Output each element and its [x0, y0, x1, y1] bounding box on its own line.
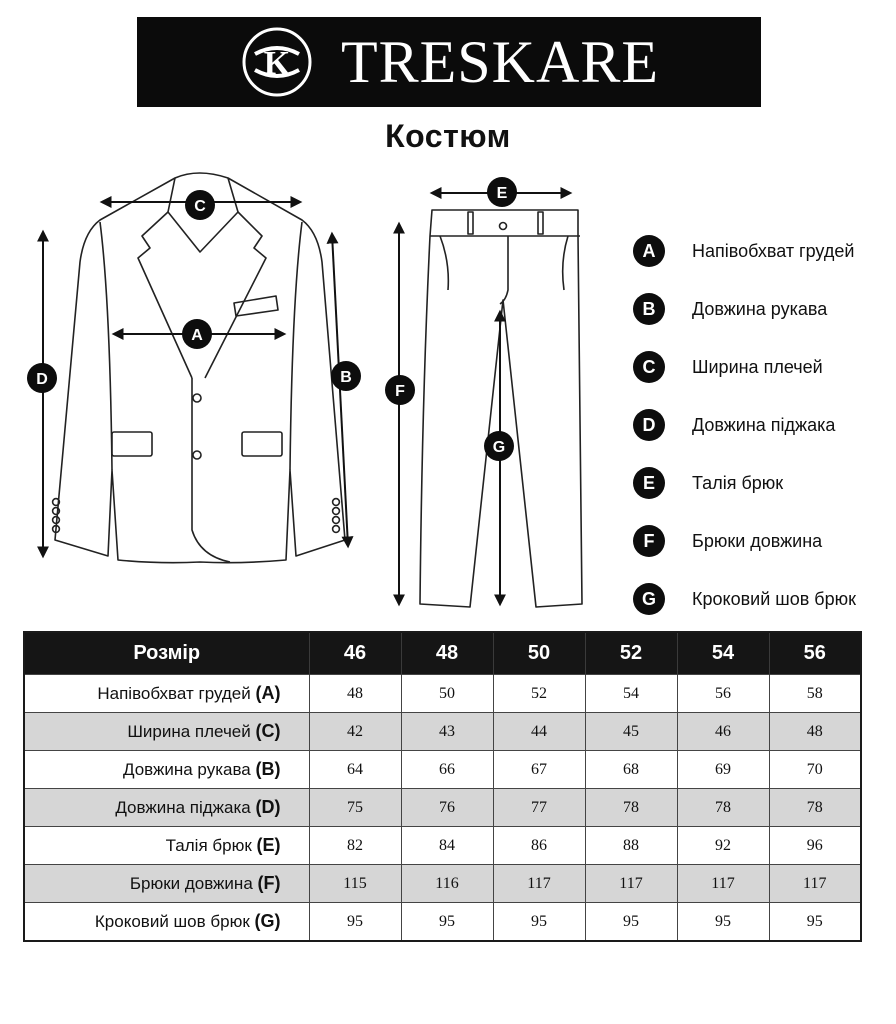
jacket-pocket-right	[242, 432, 282, 456]
legend-item-e	[633, 454, 895, 512]
table-cell: 43	[401, 713, 493, 751]
header-size-label: Розмір	[24, 632, 309, 675]
garment-diagram	[0, 150, 620, 620]
measurement-legend	[633, 222, 895, 628]
legend-item-f	[633, 512, 895, 570]
table-cell: 44	[493, 713, 585, 751]
table-cell: 82	[309, 827, 401, 865]
table-cell: 64	[309, 751, 401, 789]
marker-c	[185, 190, 215, 220]
marker-g	[484, 431, 514, 461]
pants-belt-loop-left	[468, 212, 473, 234]
row-label-text: Довжина рукава	[123, 760, 251, 779]
table-cell: 95	[401, 903, 493, 942]
marker-b-letter: B	[340, 369, 352, 386]
brand-name: TRESKARE	[340, 29, 660, 95]
marker-e-letter: E	[496, 185, 508, 202]
table-cell: 54	[585, 675, 677, 713]
table-cell: 58	[769, 675, 861, 713]
table-cell: 46	[677, 713, 769, 751]
legend-label: Кроковий шов брюк	[692, 588, 856, 609]
table-cell: 76	[401, 789, 493, 827]
header-size: 54	[677, 632, 769, 675]
marker-e	[487, 177, 517, 207]
page-title: Костюм	[385, 118, 511, 154]
table-cell: 86	[493, 827, 585, 865]
table-cell: 50	[401, 675, 493, 713]
pants-belt-loop-right	[538, 212, 543, 234]
jacket-sleeve-seam-right	[290, 222, 302, 470]
marker-b	[331, 361, 361, 391]
table-cell: 92	[677, 827, 769, 865]
pants-pocket-right	[563, 236, 568, 290]
header-size: 52	[585, 632, 677, 675]
table-row	[24, 675, 861, 713]
marker-a	[182, 319, 212, 349]
table-cell: 117	[769, 865, 861, 903]
table-cell: 75	[309, 789, 401, 827]
legend-label: Талія брюк	[692, 472, 784, 493]
table-row	[24, 827, 861, 865]
pants-pocket-left	[440, 236, 448, 290]
table-cell: 95	[493, 903, 585, 942]
row-label	[24, 675, 309, 713]
cuff-button-right-3	[333, 517, 340, 524]
table-row	[24, 751, 861, 789]
legend-badge: G	[633, 583, 665, 615]
legend-item-g	[633, 570, 895, 628]
legend-item-b	[633, 280, 895, 338]
jacket-lapel-left	[138, 212, 192, 378]
marker-g-letter: G	[492, 439, 506, 456]
table-cell: 95	[585, 903, 677, 942]
table-cell: 78	[585, 789, 677, 827]
marker-c-letter: C	[194, 198, 206, 215]
table-cell: 66	[401, 751, 493, 789]
row-label-code: (B)	[255, 759, 281, 779]
table-cell: 115	[309, 865, 401, 903]
row-label	[24, 751, 309, 789]
table-row	[24, 789, 861, 827]
table-cell: 84	[401, 827, 493, 865]
legend-badge: B	[633, 293, 665, 325]
row-label	[24, 903, 309, 942]
jacket-chest-pocket	[234, 296, 278, 316]
row-label	[24, 865, 309, 903]
row-label-code: (G)	[254, 911, 281, 931]
table-cell: 68	[585, 751, 677, 789]
table-cell: 117	[677, 865, 769, 903]
brand-logo	[239, 24, 315, 100]
legend-badge: E	[633, 467, 665, 499]
row-label	[24, 827, 309, 865]
marker-a-letter: A	[191, 327, 203, 344]
legend-badge: A	[633, 235, 665, 267]
table-cell: 48	[309, 675, 401, 713]
table-cell: 78	[677, 789, 769, 827]
table-cell: 48	[769, 713, 861, 751]
marker-f	[385, 375, 415, 405]
table-row	[24, 903, 861, 942]
table-cell: 95	[677, 903, 769, 942]
table-cell: 56	[677, 675, 769, 713]
table-cell: 42	[309, 713, 401, 751]
cuff-button-right-4	[333, 526, 340, 533]
legend-item-d	[633, 396, 895, 454]
row-label-code: (F)	[257, 873, 281, 893]
table-row	[24, 865, 861, 903]
row-label	[24, 789, 309, 827]
legend-badge: F	[633, 525, 665, 557]
row-label-code: (E)	[256, 835, 281, 855]
table-cell: 95	[769, 903, 861, 942]
table-cell: 45	[585, 713, 677, 751]
table-cell: 69	[677, 751, 769, 789]
table-cell: 67	[493, 751, 585, 789]
row-label-text: Ширина плечей	[127, 722, 251, 741]
marker-d	[27, 363, 57, 393]
jacket-pocket-left	[112, 432, 152, 456]
row-label-text: Довжина піджака	[115, 798, 251, 817]
table-row	[24, 713, 861, 751]
jacket-button-2	[193, 451, 201, 459]
legend-item-a	[633, 222, 895, 280]
table-cell: 117	[493, 865, 585, 903]
marker-d-letter: D	[36, 371, 48, 388]
table-cell: 117	[585, 865, 677, 903]
legend-badge: D	[633, 409, 665, 441]
row-label	[24, 713, 309, 751]
table-cell: 78	[769, 789, 861, 827]
table-cell: 77	[493, 789, 585, 827]
row-label-code: (C)	[255, 721, 281, 741]
legend-label: Ширина плечей	[692, 356, 823, 377]
legend-badge: C	[633, 351, 665, 383]
jacket-sleeve-seam-left	[100, 222, 112, 470]
cuff-button-right-1	[333, 499, 340, 506]
marker-f-letter: F	[395, 383, 405, 400]
legend-item-c	[633, 338, 895, 396]
cuff-button-right-2	[333, 508, 340, 515]
row-label-text: Талія брюк	[165, 836, 252, 855]
table-header-row	[24, 632, 861, 675]
row-label-text: Брюки довжина	[129, 874, 253, 893]
table-cell: 116	[401, 865, 493, 903]
table-cell: 52	[493, 675, 585, 713]
brand-banner	[137, 17, 761, 107]
row-label-text: Напівобхват грудей	[97, 684, 251, 703]
legend-label: Довжина піджака	[692, 414, 836, 435]
legend-label: Брюки довжина	[692, 530, 823, 551]
legend-label: Напівобхват грудей	[692, 240, 855, 261]
jacket-front-edge	[192, 378, 230, 562]
table-cell: 88	[585, 827, 677, 865]
table-cell: 95	[309, 903, 401, 942]
pants-fly	[500, 236, 508, 304]
pants-button	[500, 223, 507, 230]
header-size: 48	[401, 632, 493, 675]
header-size: 50	[493, 632, 585, 675]
legend-label: Довжина рукава	[692, 298, 828, 319]
table-cell: 70	[769, 751, 861, 789]
brand-logo-letter: K	[263, 45, 291, 82]
row-label-code: (D)	[255, 797, 281, 817]
row-label-text: Кроковий шов брюк	[94, 912, 250, 931]
jacket-button-1	[193, 394, 201, 402]
header-size: 46	[309, 632, 401, 675]
table-cell: 96	[769, 827, 861, 865]
size-table	[23, 631, 862, 942]
jacket-drawing	[53, 173, 345, 563]
header-size: 56	[769, 632, 861, 675]
row-label-code: (A)	[255, 683, 281, 703]
